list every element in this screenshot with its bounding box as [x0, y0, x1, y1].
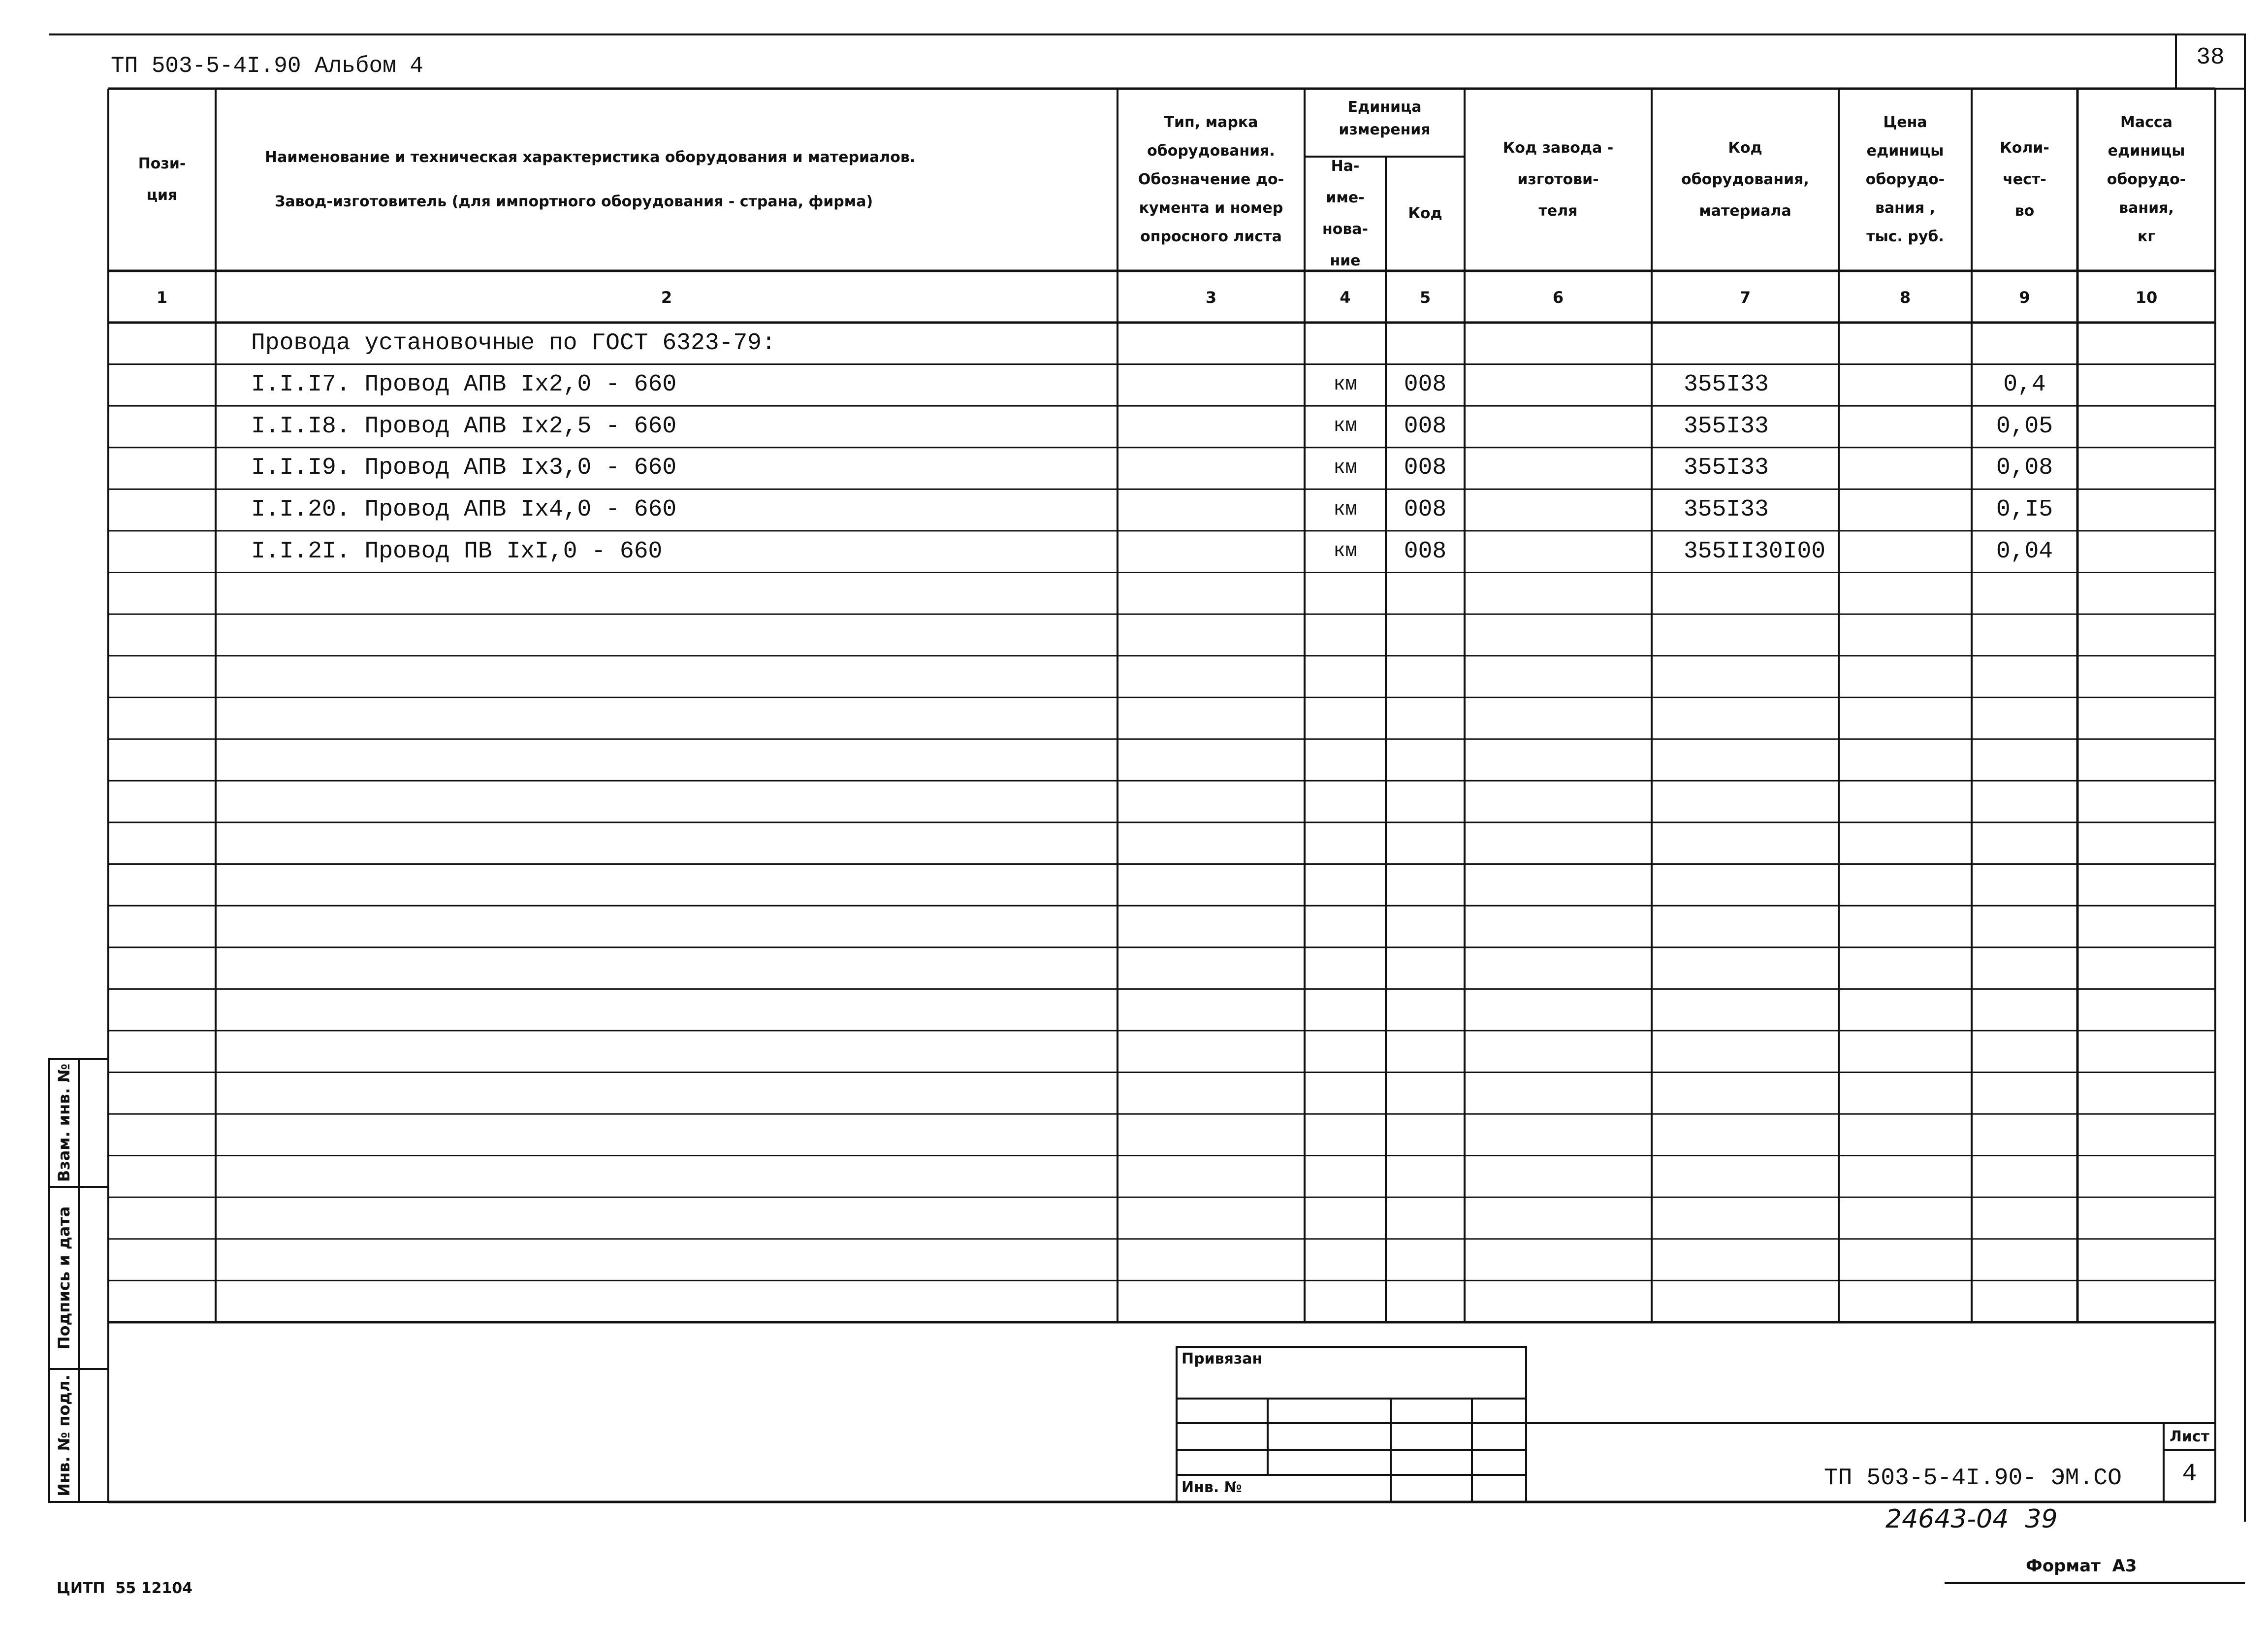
unit-code: 008 [1404, 455, 1447, 482]
column-header-line: оборудования, [1681, 171, 1809, 188]
item-name: I.I.I7. Провод АПВ Iх2,0 - 660 [251, 371, 677, 398]
unit-code: 008 [1404, 496, 1447, 523]
stamp-signature-date-label: Подпись и дата [55, 1206, 73, 1350]
unit-name: км [1333, 498, 1357, 521]
column-number-8: 8 [1899, 288, 1911, 307]
unit-name: км [1333, 457, 1357, 480]
column-number-4: 4 [1340, 288, 1351, 307]
column-header-line: вания, [2119, 199, 2174, 217]
column-header-line: ция [146, 187, 178, 204]
column-header-3 [1118, 108, 1305, 251]
column-header-2 [216, 135, 1118, 224]
column-header-line: опросного листа [1140, 228, 1282, 245]
column-number-3: 3 [1205, 288, 1217, 307]
column-header-7 [1652, 132, 1839, 227]
column-header-line: чест- [2003, 171, 2046, 188]
column-header-line: во [2014, 202, 2035, 220]
column-header-line: Тип, марка [1164, 114, 1258, 131]
column-number-1: 1 [156, 288, 168, 307]
column-header-6 [1465, 132, 1652, 227]
unit-group-title-line: Единица [1347, 98, 1422, 116]
inv-number-label: Инв. № [1182, 1479, 1242, 1496]
item-name: I.I.2I. Провод ПВ IхI,0 - 660 [251, 538, 663, 565]
column-number-2: 2 [661, 288, 672, 307]
stamp-original-inv [49, 1369, 79, 1502]
privyazan-label: Привязан [1182, 1350, 1263, 1368]
handwritten-number: 24643-04 39 [1885, 1504, 2058, 1534]
item-name: I.I.I8. Провод АПВ Iх2,5 - 660 [251, 413, 677, 440]
column-header-line: кумента и номер [1139, 199, 1283, 217]
column-header-line: вания , [1875, 199, 1936, 217]
unit-group-title [1305, 96, 1465, 141]
column-number-5: 5 [1419, 288, 1431, 307]
material-code: 355I33 [1684, 413, 1769, 440]
stamp-original-inv-label: Инв. № подл. [55, 1374, 73, 1497]
unit-name: км [1333, 415, 1357, 438]
stamp-replaced-inv [49, 1059, 79, 1187]
column-header-line: Код [1408, 205, 1442, 222]
column-header-line: материала [1699, 202, 1791, 220]
column-header-line: Код завода - [1502, 139, 1614, 157]
column-header-4 [1305, 151, 1386, 277]
quantity: 0,I5 [1996, 496, 2053, 523]
column-header-line: Пози- [138, 155, 186, 172]
sheet-label: Лист [2169, 1428, 2210, 1445]
column-header-line: тыс. руб. [1866, 228, 1944, 245]
column-header-line: име- [1326, 189, 1365, 206]
column-number-7: 7 [1739, 288, 1751, 307]
item-name: Провода установочные по ГОСТ 6323-79: [251, 329, 776, 357]
column-header-line: единицы [1866, 142, 1944, 160]
stamp-replaced-inv-label: Взам. инв. № [55, 1063, 73, 1182]
quantity: 0,05 [1996, 413, 2053, 440]
item-name: I.I.20. Провод АПВ Iх4,0 - 660 [251, 496, 677, 523]
column-header-line: оборудо- [2107, 171, 2186, 188]
column-header-line: Завод-изготовитель (для импортного оборудования - страна, фирма) [275, 193, 873, 210]
quantity: 0,4 [2003, 371, 2046, 398]
unit-name: км [1333, 373, 1357, 396]
column-header-10 [2077, 108, 2215, 251]
column-header-line: ние [1330, 252, 1361, 269]
quantity: 0,08 [1996, 455, 2053, 482]
column-header-line: Обозначение до- [1138, 171, 1284, 188]
unit-code: 008 [1404, 413, 1447, 440]
material-code: 355I33 [1684, 455, 1769, 482]
document-title: ТП 503-5-4I.90 Альбом 4 [111, 53, 423, 79]
page-number: 38 [2196, 44, 2225, 71]
column-header-line: кг [2137, 228, 2156, 245]
column-header-1 [108, 148, 216, 211]
column-header-line: изготови- [1517, 171, 1599, 188]
column-header-line: Код [1728, 139, 1762, 157]
unit-group-title-line: измерения [1339, 121, 1431, 138]
column-header-9 [1972, 132, 2077, 227]
column-header-line: нова- [1322, 221, 1369, 238]
column-header-line: оборудования. [1147, 142, 1275, 160]
unit-code: 008 [1404, 371, 1447, 398]
column-number-9: 9 [2019, 288, 2030, 307]
column-header-line: единицы [2108, 142, 2185, 160]
column-header-line: оборудо- [1865, 171, 1945, 188]
material-code: 355I33 [1684, 496, 1769, 523]
material-code: 355II30I00 [1684, 538, 1826, 565]
column-header-5 [1386, 198, 1465, 229]
material-code: 355I33 [1684, 371, 1769, 398]
stamp-signature-date [49, 1187, 79, 1369]
sheet-number: 4 [2182, 1460, 2197, 1488]
column-header-line: Цена [1883, 114, 1927, 131]
format-label: Формат А3 [2026, 1556, 2137, 1576]
column-header-line: Коли- [2000, 139, 2049, 157]
column-number-10: 10 [2135, 288, 2158, 307]
unit-code: 008 [1404, 538, 1447, 565]
bottom-code: ЦИТП 55 12104 [57, 1580, 192, 1597]
quantity: 0,04 [1996, 538, 2053, 565]
item-name: I.I.I9. Провод АПВ Iх3,0 - 660 [251, 455, 677, 482]
column-header-8 [1839, 108, 1972, 251]
document-code: ТП 503-5-4I.90- ЭМ.СО [1824, 1465, 2122, 1492]
column-header-line: На- [1331, 158, 1360, 175]
column-header-line: Масса [2120, 114, 2172, 131]
column-number-6: 6 [1552, 288, 1564, 307]
column-header-line: теля [1538, 202, 1578, 220]
unit-name: км [1333, 540, 1357, 563]
column-header-line: Наименование и техническая характеристика оборудования и материалов. [265, 149, 916, 166]
